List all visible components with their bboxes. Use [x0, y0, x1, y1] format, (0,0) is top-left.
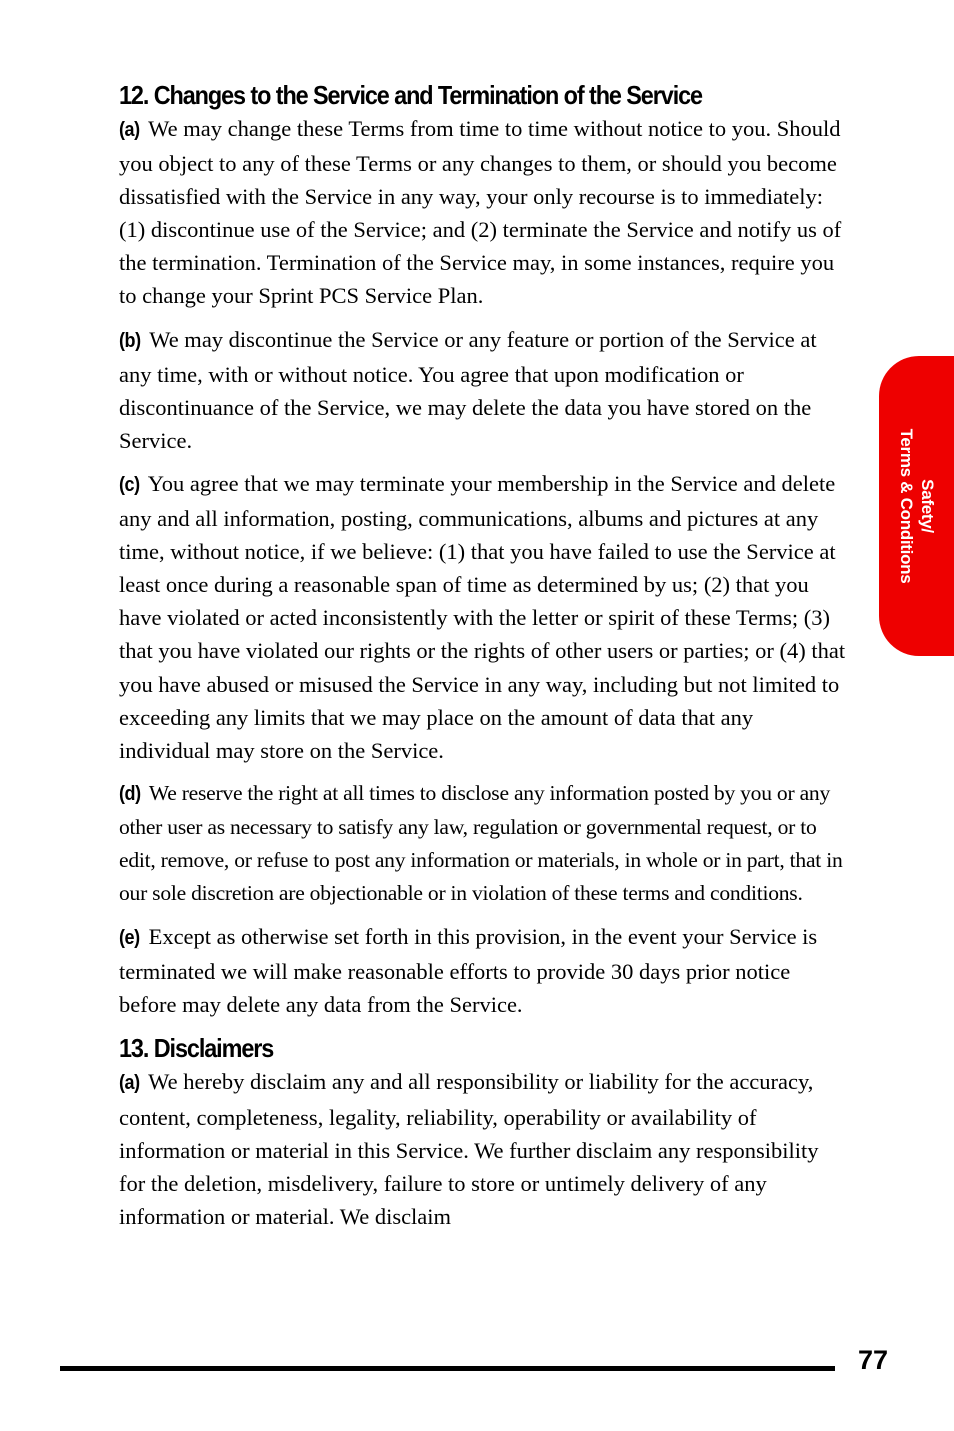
paragraph-text: We may change these Terms from time to time without notice to you. Should you object to any of these Terms or any changes to them, or should you become dissatisfied with the Service in any way, your only recourse is to immediately: (1) discontinue use of the Service; and (2) terminate the Service and notify us of the termination. Termination of the Service may, in some instances, require you to change your Sprint PCS Service Plan.	[119, 116, 842, 309]
paragraph-label: (b)	[119, 329, 141, 352]
section-12-paragraph-a	[119, 112, 847, 313]
paragraph-label: (c)	[119, 473, 140, 496]
section-12-heading: 12. Changes to the Service and Termination of the Service	[119, 80, 703, 110]
page-content	[119, 78, 847, 1243]
paragraph-label: (d)	[119, 782, 141, 805]
section-12-paragraph-d	[119, 777, 847, 910]
section-13-heading: 13. Disclaimers	[119, 1033, 274, 1064]
page-number: 77	[858, 1345, 889, 1375]
side-tab-line-1: Safety/	[917, 479, 937, 533]
section-12-paragraph-b	[119, 323, 847, 457]
paragraph-text: We may discontinue the Service or any feature or portion of the Service at any time, with or without notice. You agree that upon modification or discontinuance of the Service, we may delete the data you have stored on the Service.	[119, 326, 817, 453]
paragraph-label: (a)	[119, 1072, 140, 1095]
paragraph-text: You agree that we may terminate your membership in the Service and delete any and all information, posting, communications, albums and pictures at any time, without notice, if we believe: (1) that you have failed to use the Service at least once during a reasonable span of time as determined by us; (2) that you have violated or acted inconsistently with the letter or spirit of these Terms; (3) that you have violated our rights or the rights of other users or parties; or (4) that you have abused or misused the Service in any way, including but not limited to exceeding any limits that we may place on the amount of data that any individual may store on the Service.	[119, 470, 846, 763]
paragraph-label: (a)	[119, 119, 140, 141]
paragraph-text: We hereby disclaim any and all responsibility or liability for the accuracy, content, completeness, legality, reliability, operability or availability of information or material in this Service. We further disclaim any responsibility for the deletion, misdelivery, failure to store or untimely delivery of any information or material. We disclaim	[119, 1069, 819, 1229]
section-side-tab	[879, 356, 954, 656]
section-12-paragraph-c	[119, 467, 847, 767]
paragraph-text: We reserve the right at all times to disclose any information posted by you or any other user as necessary to satisfy any law, regulation or governmental request, or to edit, remove, or refuse to post any information or materials, in whole or in part, that in our sole discretion are objectionable or in violation of these terms and conditions.	[119, 780, 843, 906]
footer-rule	[60, 1366, 835, 1371]
paragraph-text: Except as otherwise set forth in this provision, in the event your Service is terminated we will make reasonable efforts to provide 30 days prior notice before may delete any data from the Service.	[119, 924, 818, 1018]
paragraph-label: (e)	[119, 927, 140, 950]
side-tab-label	[896, 429, 938, 584]
section-13-paragraph-a	[119, 1065, 847, 1232]
side-tab-line-2: Terms & Conditions	[896, 428, 916, 584]
section-12-paragraph-e	[119, 920, 847, 1021]
